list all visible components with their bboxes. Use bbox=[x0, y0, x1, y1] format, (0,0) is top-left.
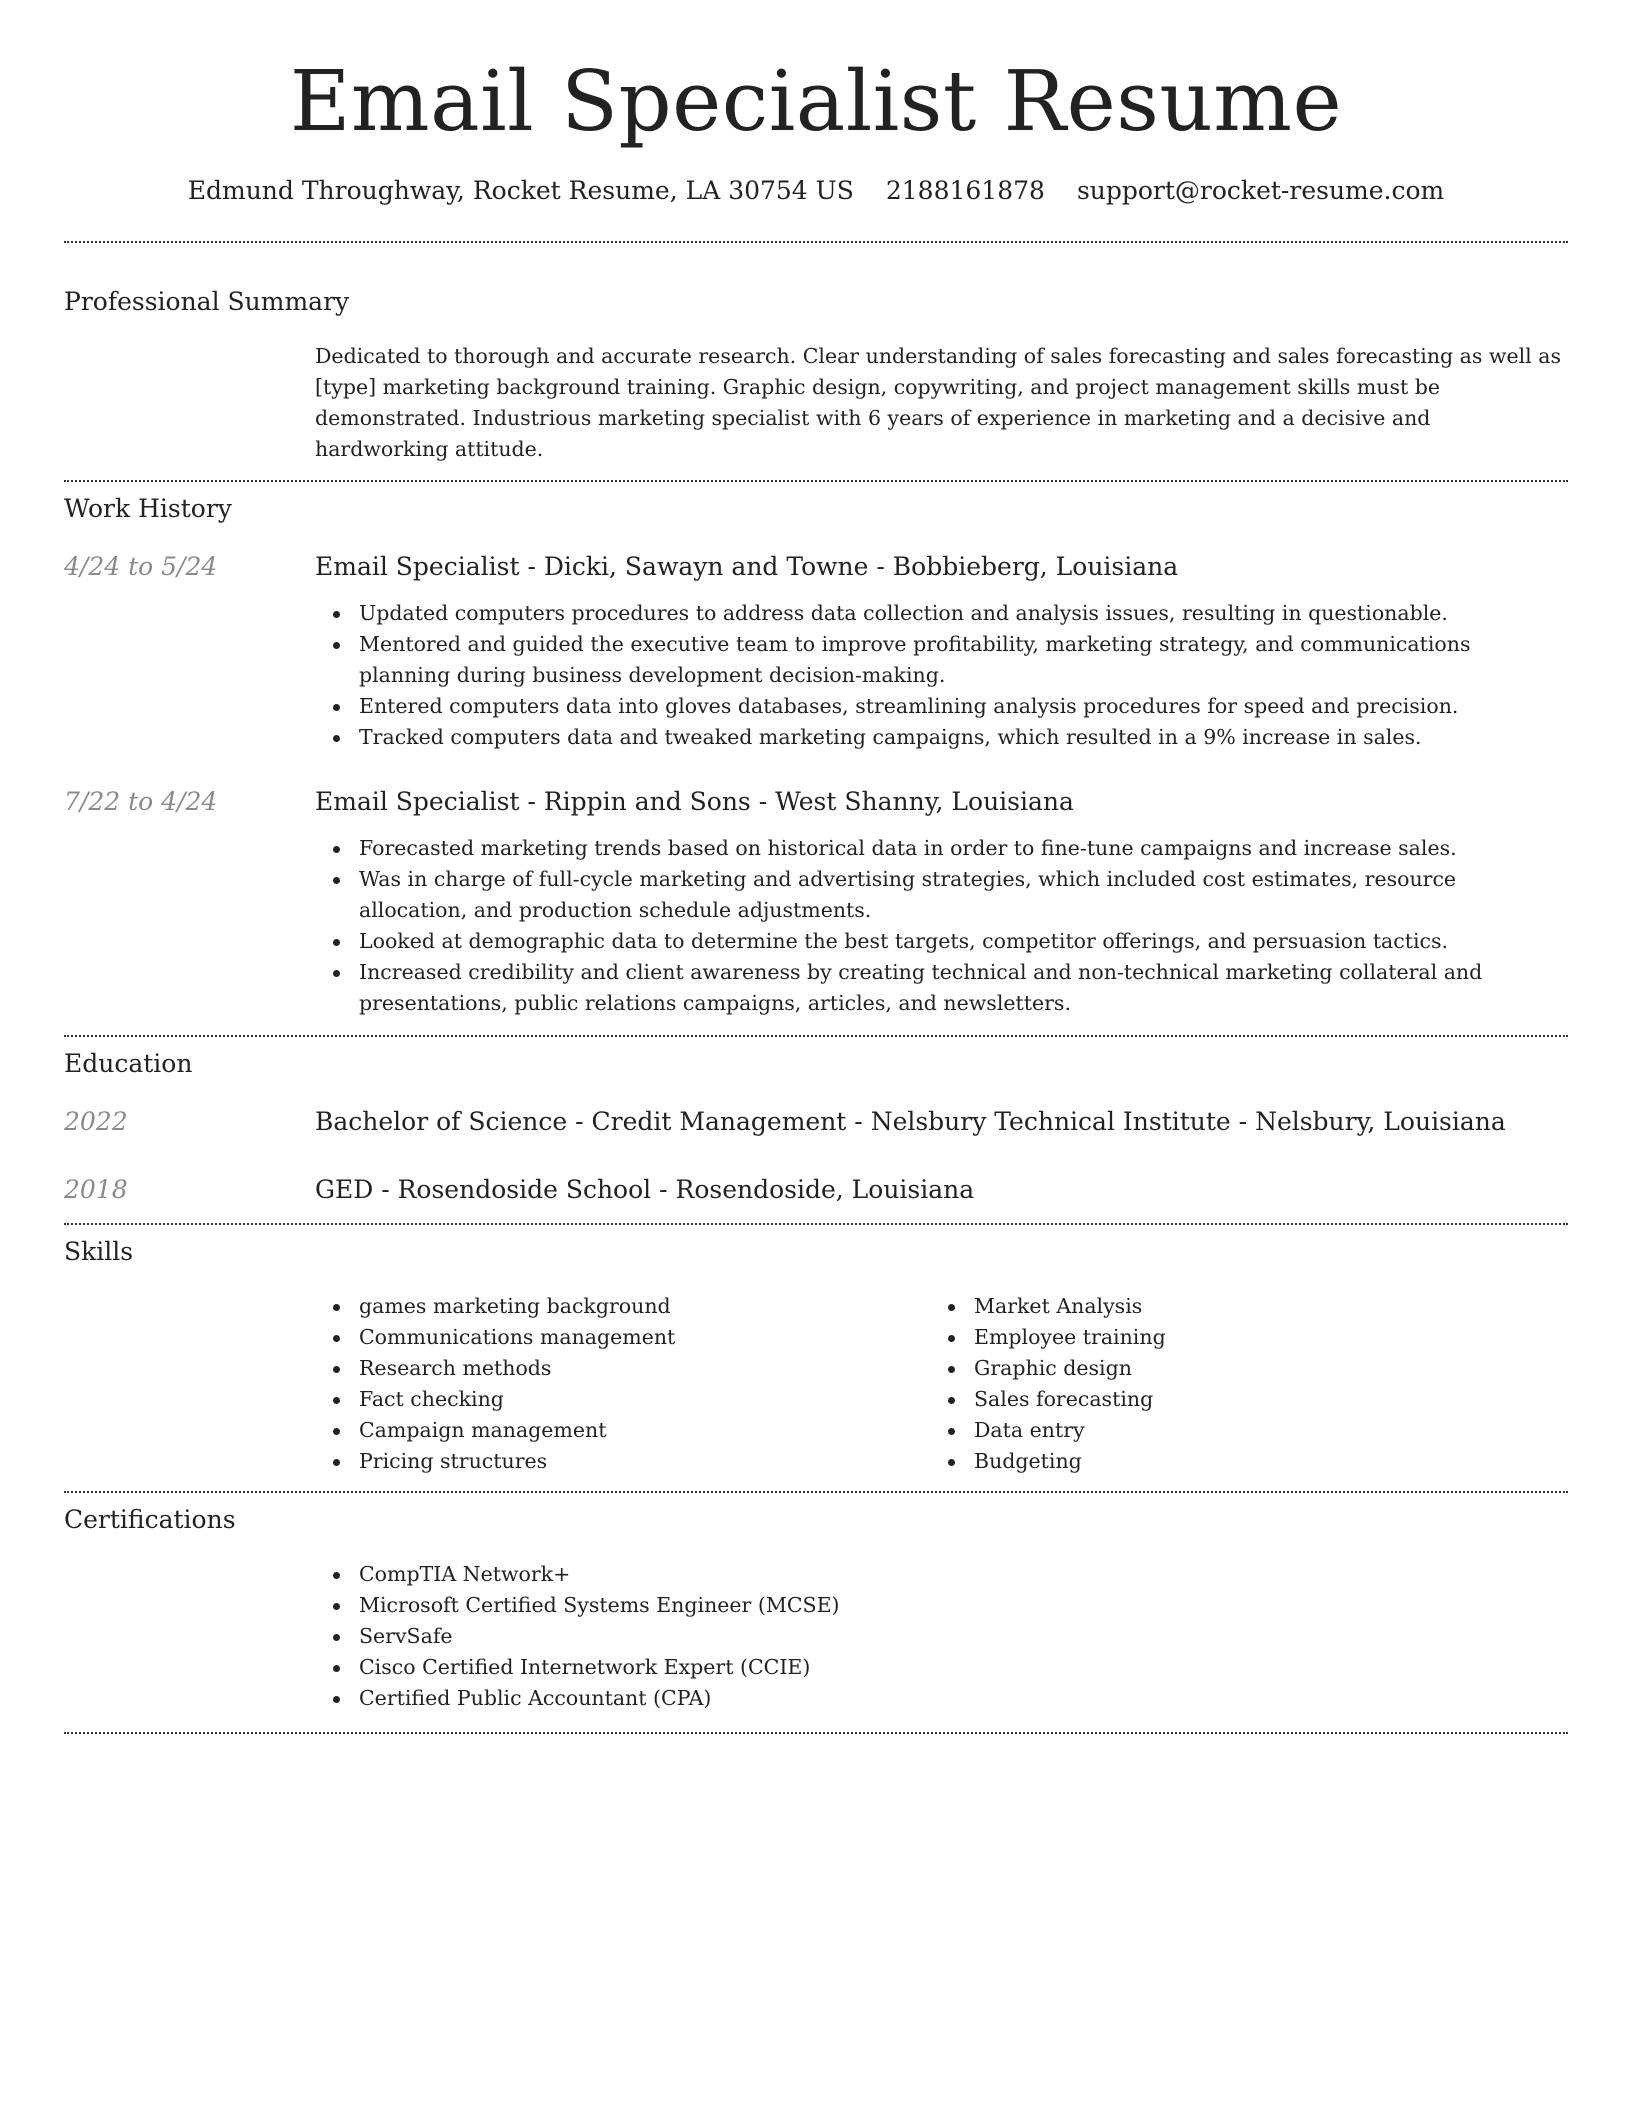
work-history-section bbox=[64, 494, 1568, 1019]
job-bullets bbox=[315, 833, 1568, 1019]
section-divider bbox=[64, 1223, 1568, 1225]
job-dates: 4/24 to 5/24 bbox=[64, 552, 218, 581]
education-year: 2022 bbox=[64, 1107, 128, 1136]
list-item: Was in charge of full-cycle marketing and advertising strategies, which included cost estimates, resource allocation, and production schedule adjustments. bbox=[315, 864, 1568, 926]
list-item: Graphic design bbox=[930, 1353, 1545, 1384]
section-divider bbox=[64, 480, 1568, 482]
list-item: Budgeting bbox=[930, 1446, 1545, 1477]
work-history-heading: Work History bbox=[64, 494, 232, 523]
skills-list-left bbox=[315, 1291, 930, 1477]
job-title: Email Specialist - Rippin and Sons - West Shanny, Louisiana bbox=[315, 787, 1074, 816]
list-item: ServSafe bbox=[315, 1621, 1568, 1652]
section-divider bbox=[64, 1491, 1568, 1493]
summary-text: Dedicated to thorough and accurate research. Clear understanding of sales forecasting and sales forecasting as well as [type] marketing background training. Graphic design, copywriting, and project management skills must be demonstrated. Industrious marketing specialist with 6 years of experience in marketing and a decisive and hardworking attitude. bbox=[315, 344, 1561, 461]
list-item: Certified Public Accountant (CPA) bbox=[315, 1683, 1568, 1714]
job-entry bbox=[64, 552, 1568, 753]
job-bullets bbox=[315, 598, 1568, 753]
education-section bbox=[64, 1049, 1568, 1205]
education-text: GED - Rosendoside School - Rosendoside, Louisiana bbox=[315, 1175, 975, 1204]
education-text: Bachelor of Science - Credit Management - Nelsbury Technical Institute - Nelsbury, Louisiana bbox=[315, 1107, 1506, 1136]
certifications-list bbox=[315, 1559, 1568, 1714]
education-entry bbox=[64, 1107, 1568, 1137]
education-entry bbox=[64, 1175, 1568, 1205]
list-item: Campaign management bbox=[315, 1415, 930, 1446]
contact-email[interactable]: support@rocket-resume.com bbox=[1076, 176, 1445, 205]
list-item: Communications management bbox=[315, 1322, 930, 1353]
list-item: Research methods bbox=[315, 1353, 930, 1384]
list-item: Cisco Certified Internetwork Expert (CCIE) bbox=[315, 1652, 1568, 1683]
list-item: Updated computers procedures to address data collection and analysis issues, resulting in questionable. bbox=[315, 598, 1568, 629]
list-item: Entered computers data into gloves databases, streamlining analysis procedures for speed and precision. bbox=[315, 691, 1568, 722]
list-item: CompTIA Network+ bbox=[315, 1559, 1568, 1590]
list-item: Forecasted marketing trends based on historical data in order to fine-tune campaigns and increase sales. bbox=[315, 833, 1568, 864]
job-dates: 7/22 to 4/24 bbox=[64, 787, 218, 816]
skills-list-right bbox=[930, 1291, 1545, 1477]
contact-address: Edmund Throughway, Rocket Resume, LA 30754 US bbox=[187, 176, 854, 205]
list-item: Increased credibility and client awareness by creating technical and non-technical marketing collateral and presentations, public relations campaigns, articles, and newsletters. bbox=[315, 957, 1568, 1019]
education-heading: Education bbox=[64, 1049, 193, 1078]
list-item: Fact checking bbox=[315, 1384, 930, 1415]
list-item: Market Analysis bbox=[930, 1291, 1545, 1322]
certifications-heading: Certifications bbox=[64, 1505, 236, 1534]
list-item: Mentored and guided the executive team to improve profitability, marketing strategy, and communications planning during business development decision-making. bbox=[315, 629, 1568, 691]
section-divider bbox=[64, 1035, 1568, 1037]
list-item: Looked at demographic data to determine the best targets, competitor offerings, and persuasion tactics. bbox=[315, 926, 1568, 957]
job-entry bbox=[64, 787, 1568, 1019]
list-item: Pricing structures bbox=[315, 1446, 930, 1477]
list-item: Sales forecasting bbox=[930, 1384, 1545, 1415]
skills-section bbox=[64, 1237, 1568, 1477]
resume-title: Email Specialist Resume bbox=[289, 53, 1343, 150]
summary-section bbox=[64, 287, 1568, 465]
skills-heading: Skills bbox=[64, 1237, 134, 1266]
job-title: Email Specialist - Dicki, Sawayn and Towne - Bobbieberg, Louisiana bbox=[315, 552, 1179, 581]
list-item: Data entry bbox=[930, 1415, 1545, 1446]
certifications-section bbox=[64, 1505, 1568, 1714]
contact-line bbox=[64, 176, 1568, 206]
education-year: 2018 bbox=[64, 1175, 128, 1204]
list-item: Employee training bbox=[930, 1322, 1545, 1353]
list-item: Tracked computers data and tweaked marketing campaigns, which resulted in a 9% increase in sales. bbox=[315, 722, 1568, 753]
contact-phone: 2188161878 bbox=[885, 176, 1045, 205]
section-divider bbox=[64, 1732, 1568, 1734]
list-item: games marketing background bbox=[315, 1291, 930, 1322]
summary-heading: Professional Summary bbox=[64, 287, 350, 316]
list-item: Microsoft Certified Systems Engineer (MCSE) bbox=[315, 1590, 1568, 1621]
section-divider bbox=[64, 241, 1568, 243]
